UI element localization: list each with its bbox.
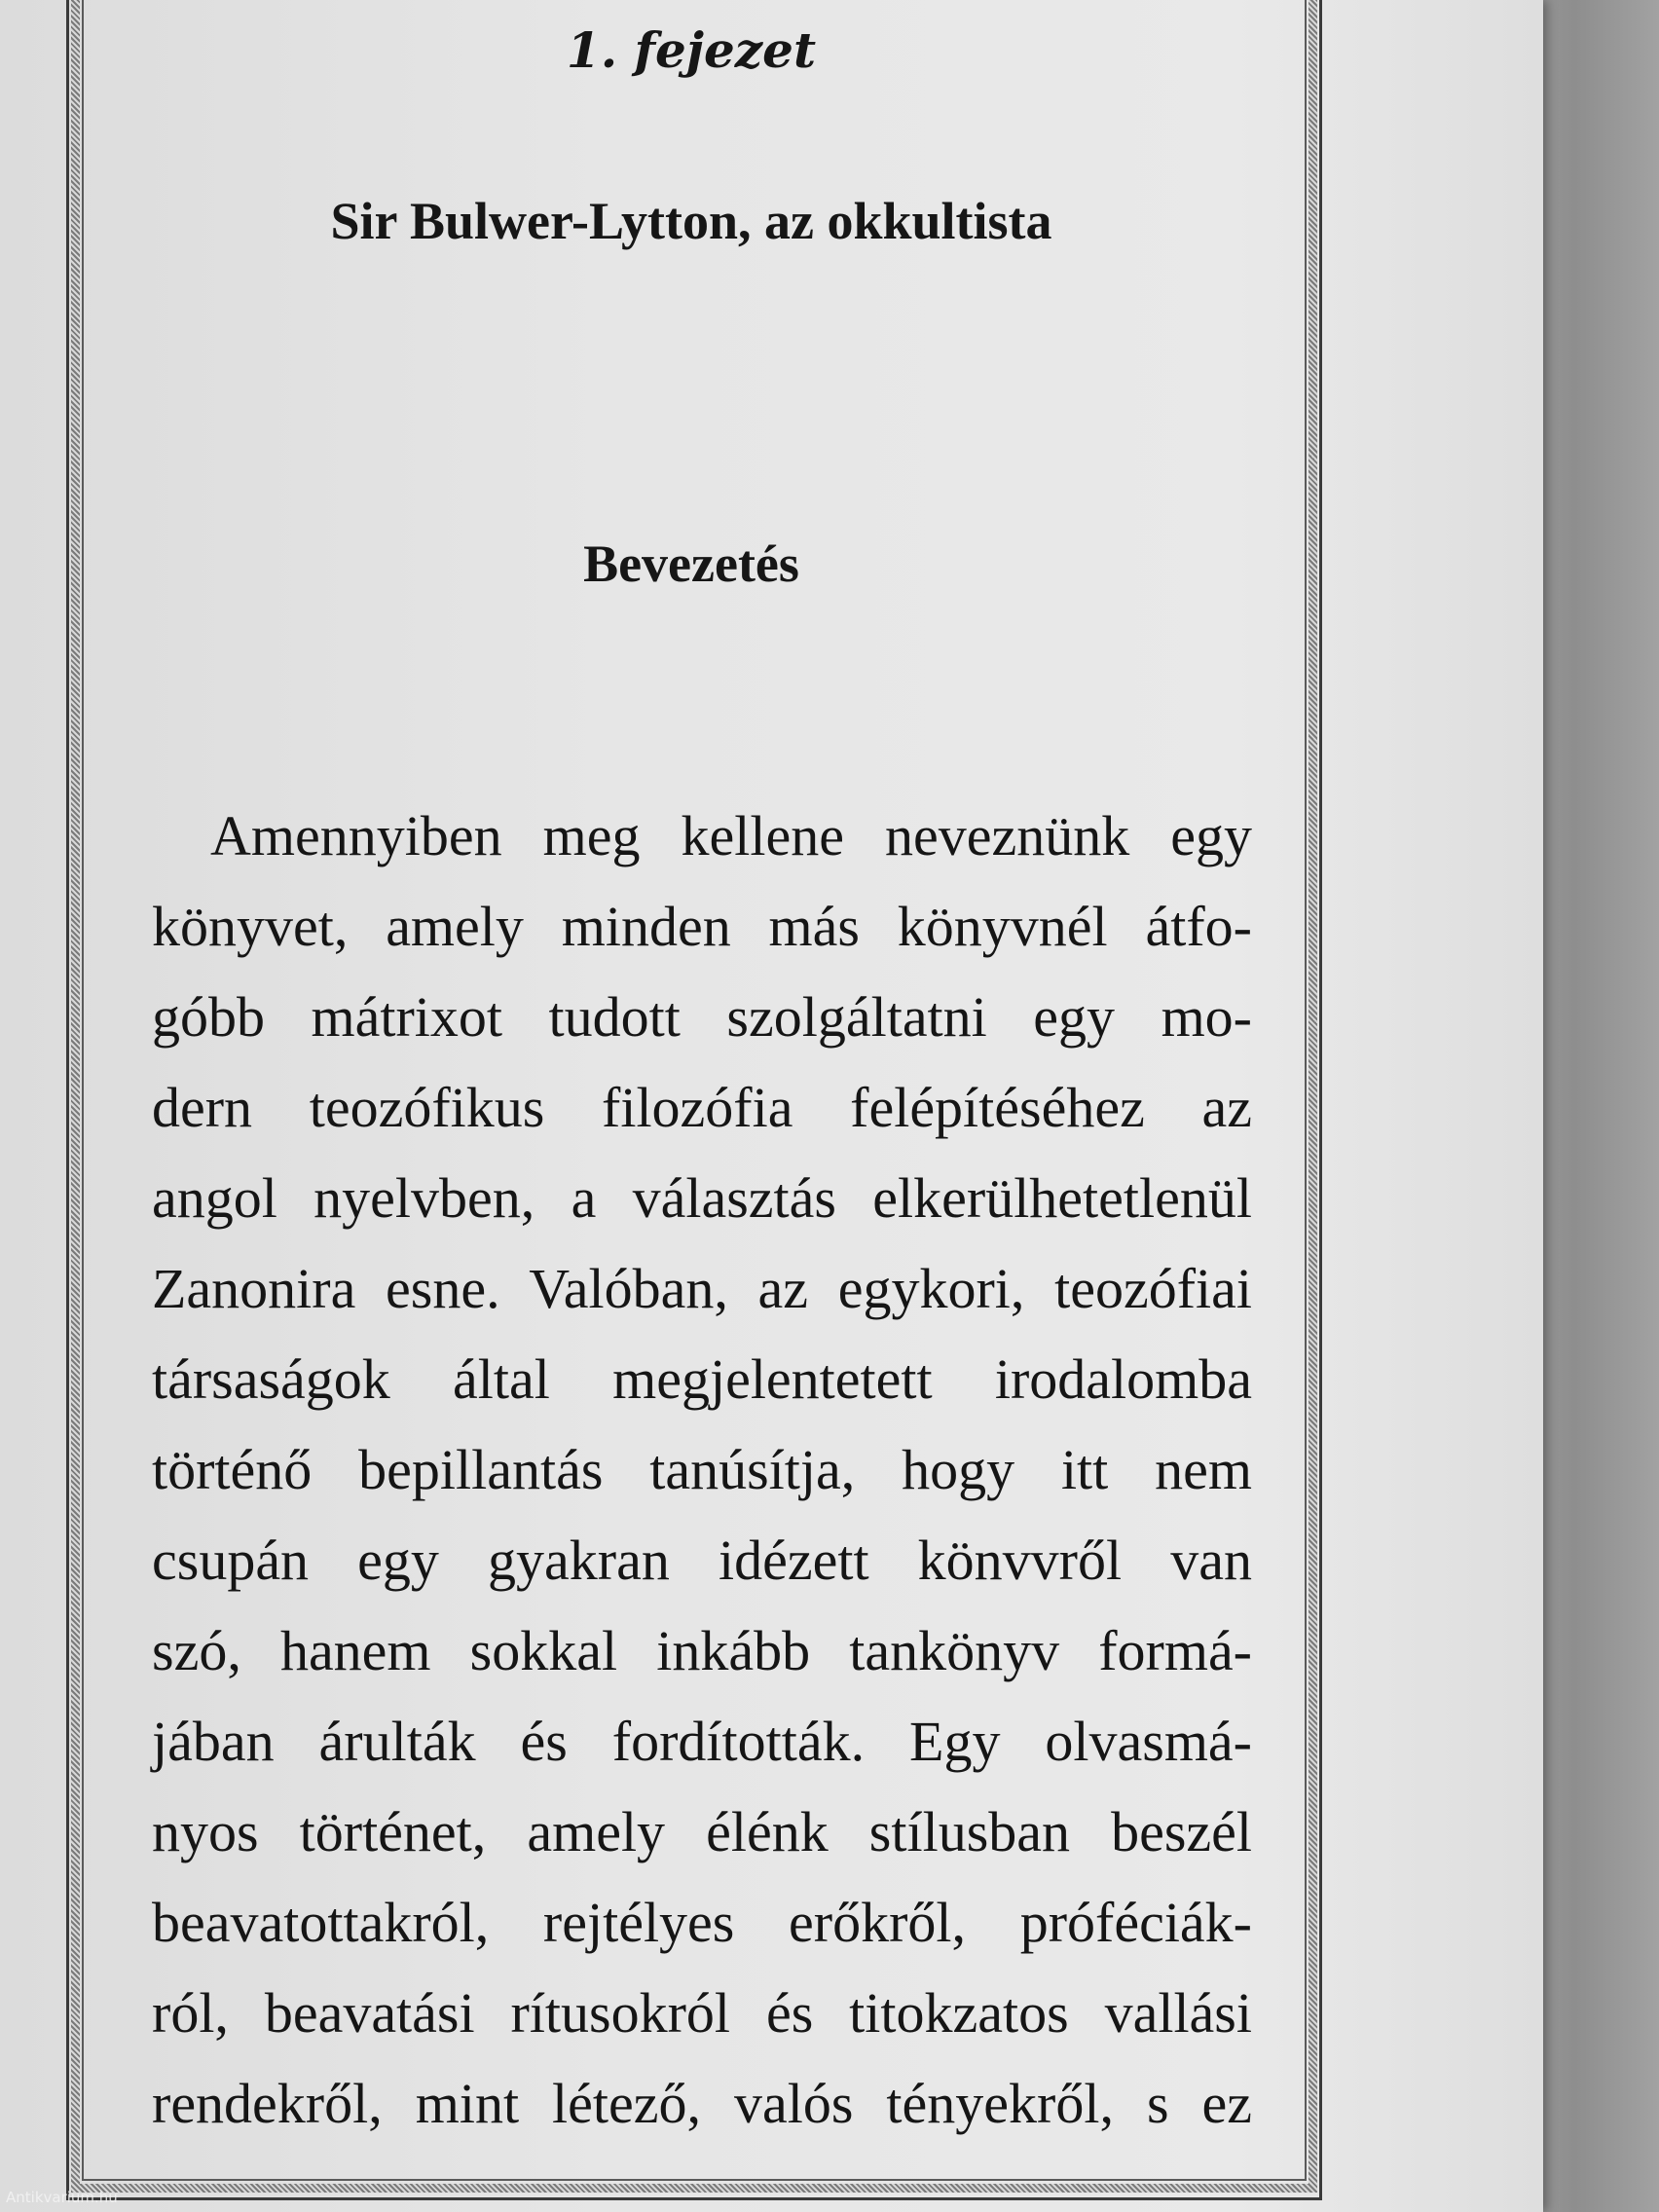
text-line: Amennyiben meg kellene neveznünk egy: [210, 804, 1252, 867]
text-line: jában árulták és fordították. Egy olvasmá-: [152, 1710, 1252, 1773]
text-line: szó, hanem sokkal inkább tankönyv formá-: [152, 1619, 1252, 1682]
text-line: nyos történet, amely élénk stílusban beszél: [152, 1800, 1252, 1863]
text-line: könyvet, amely minden más könyvnél átfo-: [152, 895, 1252, 958]
section-title: Bevezetés: [583, 535, 799, 593]
text-line: ról, beavatási rítusokról és titokzatos vallási: [152, 1981, 1252, 2045]
text-line: Zanonira esne. Valóban, az egykori, teozófiai: [152, 1257, 1252, 1320]
body-paragraph: [152, 791, 1252, 2149]
text-line: csupán egy gyakran idézett könvvről van: [152, 1529, 1252, 1592]
watermark-text: Antikvarium.hu: [6, 2189, 118, 2206]
chapter-title: Sir Bulwer-Lytton, az okkultista: [330, 192, 1052, 250]
text-line: dern teozófikus filozófia felépítéséhez az: [152, 1076, 1252, 1139]
text-line: történő bepillantás tanúsítja, hogy itt nem: [152, 1438, 1252, 1501]
chapter-label: 1. fejezet: [566, 21, 817, 79]
text-line: beavatottakról, rejtélyes erőkről, próféciák-: [152, 1891, 1252, 1954]
text-line: rendekről, mint létező, valós tényekről, s ez: [152, 2072, 1252, 2135]
text-line: góbb mátrixot tudott szolgáltatni egy mo-: [152, 985, 1252, 1049]
text-line: angol nyelvben, a választás elkerülhetetlenül: [152, 1166, 1252, 1230]
text-line: társaságok által megjelentetett irodalomba: [152, 1347, 1252, 1411]
